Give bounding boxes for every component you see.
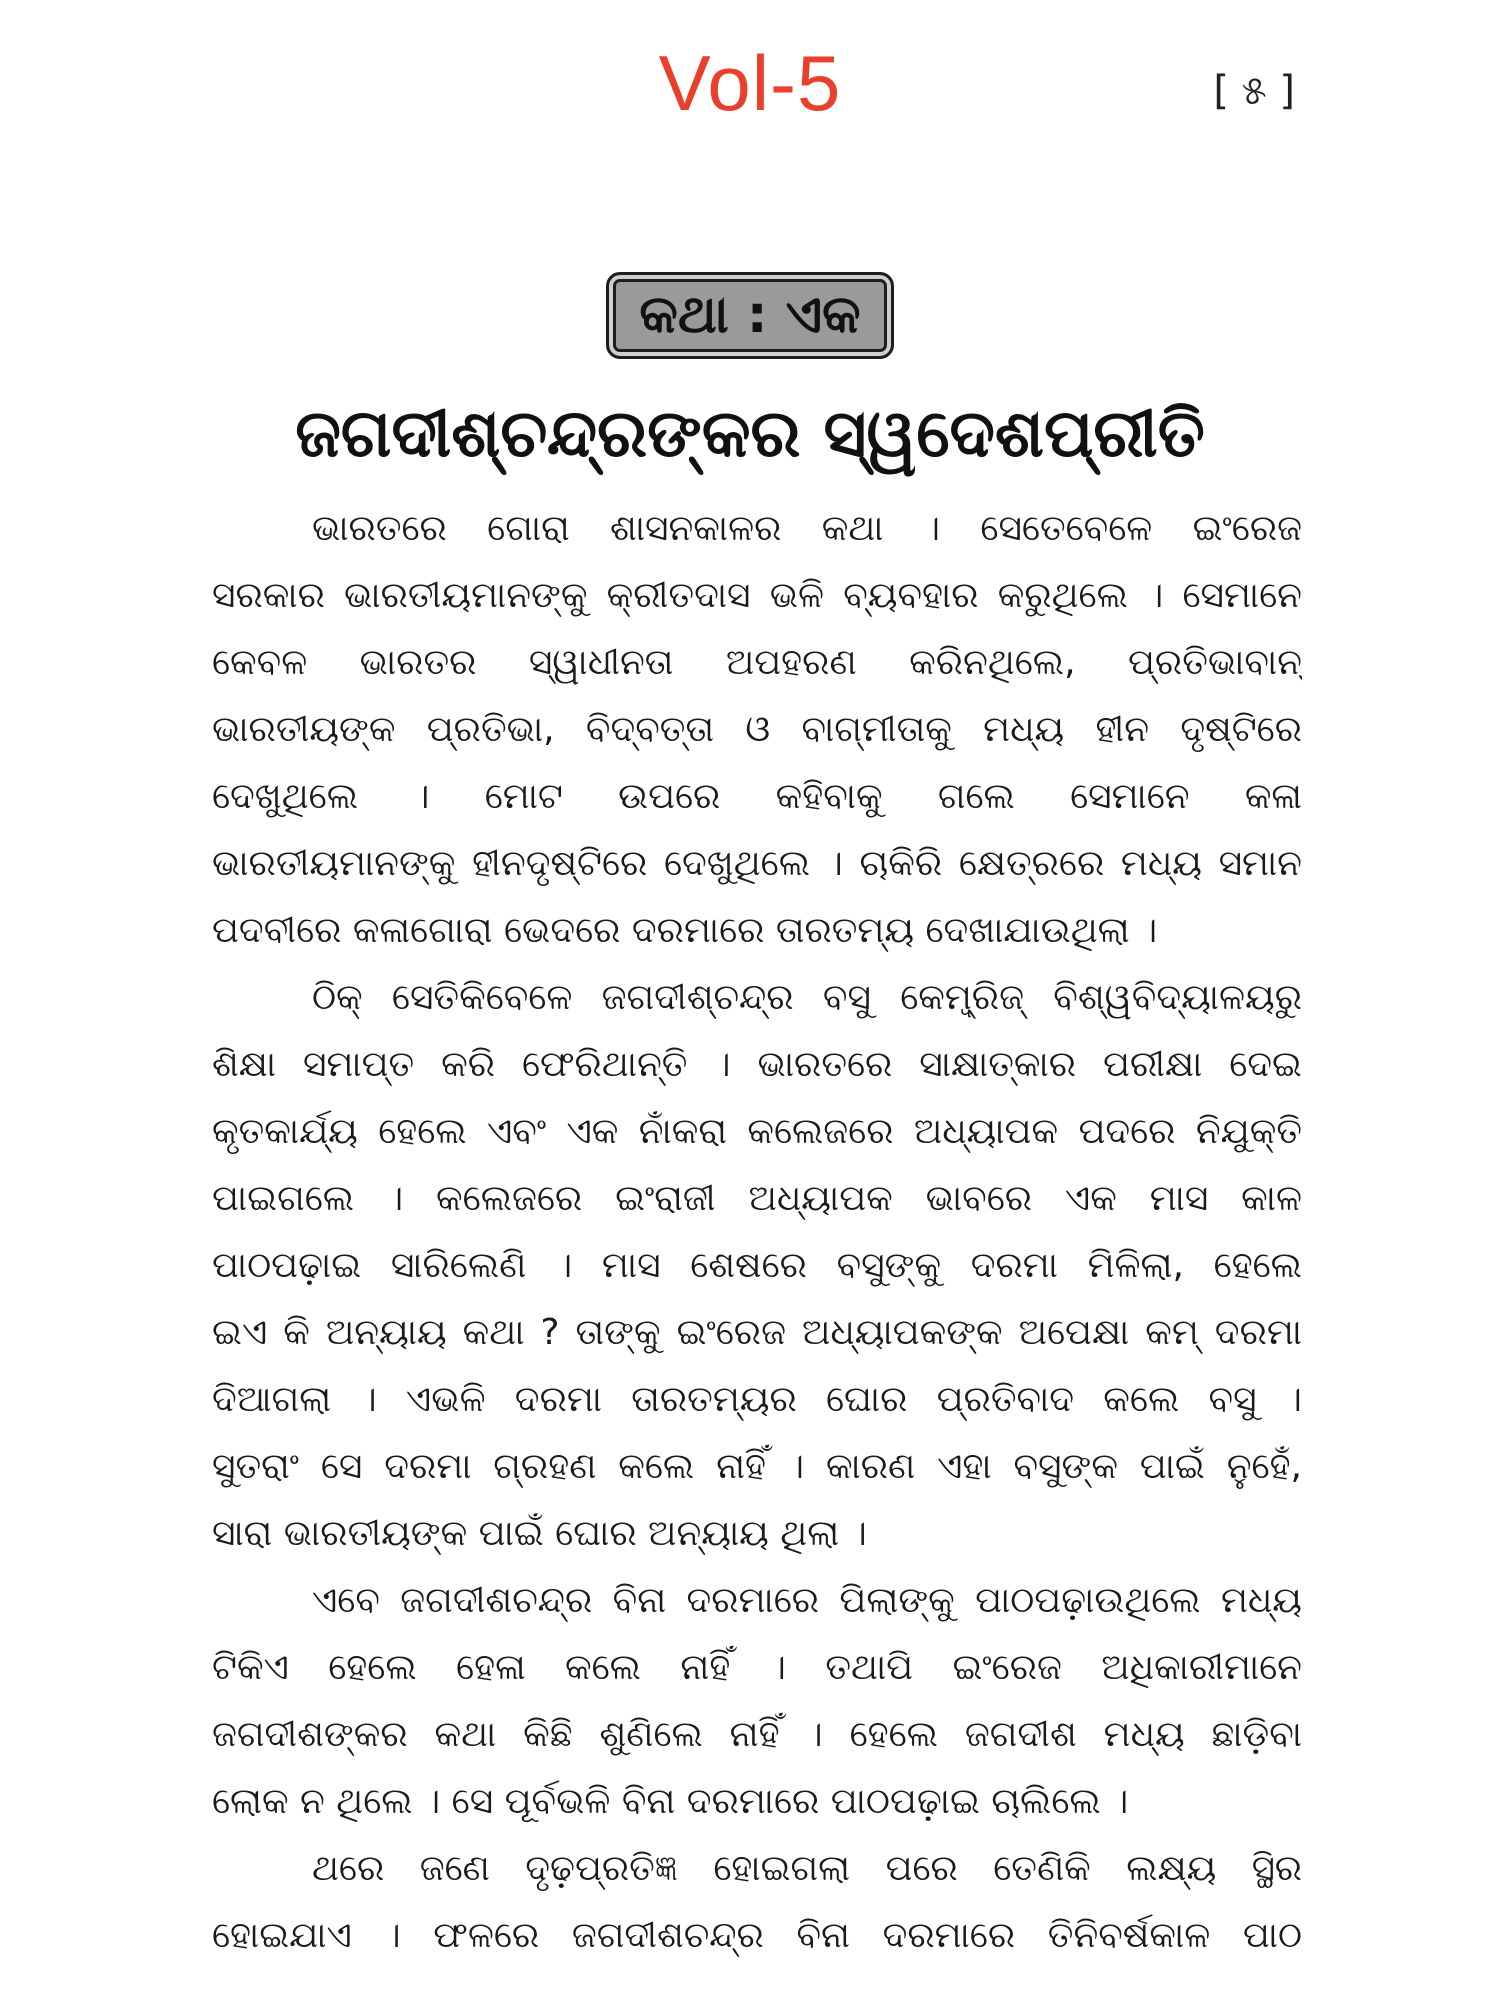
text-line: ସରକାର ଭାରତୀୟମାନଙ୍କୁ କ୍ରୀତଦାସ ଭଳି ବ୍ୟବହାର କରୁଥିଲେ । ସେମାନେ	[212, 575, 1302, 616]
text-line: ଠିକ୍ ସେତିକିବେଳେ ଜଗଦୀଶ୍‌ଚନ୍ଦ୍ର ବସୁ କେମ୍ବ୍ରିଜ୍ ବିଶ୍ୱବିଦ୍ୟାଳୟରୁ	[312, 977, 1302, 1018]
text-line: ଥରେ ଜଣେ ଦୃଢ଼ପ୍ରତିଜ୍ଞ ହୋଇଗଲା ପରେ ତେଣିକି ଲକ୍ଷ୍ୟ ସ୍ଥିର	[312, 1848, 1302, 1889]
text-line: ଦିଆଗଲା । ଏଭଳି ଦରମା ତାରତମ୍ୟର ଘୋର ପ୍ରତିବାଦ କଲେ ବସୁ ।	[212, 1379, 1302, 1420]
text-line: ଦେଖୁଥିଲେ । ମୋଟ ଉପରେ କହିବାକୁ ଗଲେ ସେମାନେ କଳା	[212, 776, 1302, 817]
text-line: ଲୋକ ନ ଥିଲେ । ସେ ପୂର୍ବଭଳି ବିନା ଦରମାରେ ପାଠପଢ଼ାଇ ଚାଲିଲେ ।	[212, 1781, 1129, 1822]
paragraph	[212, 495, 1302, 964]
text-line: କୃତକାର୍ଯ୍ୟ ହେଲେ ଏବଂ ଏକ ନାଁକରା କଲେଜରେ ଅଧ୍ୟାପକ ପଦରେ ନିଯୁକ୍ତି	[212, 1111, 1302, 1152]
text-line: ଭାରତରେ ଗୋରା ଶାସନକାଳର କଥା । ସେତେବେଳେ ଇଂରେଜ	[312, 508, 1302, 549]
volume-label: Vol-5	[658, 39, 842, 127]
page-number: [ ୫ ]	[1213, 68, 1295, 114]
text-line: ହୋଇଯାଏ । ଫଳରେ ଜଗଦୀଶଚନ୍ଦ୍ର ବିନା ଦରମାରେ ତିନିବର୍ଷକାଳ ପାଠ	[212, 1915, 1302, 1956]
text-line: ଶିକ୍ଷା ସମାପ୍ତ କରି ଫେରିଥାନ୍ତି । ଭାରତରେ ସାକ୍ଷାତ୍‌କାର ପରୀକ୍ଷା ଦେଇ	[212, 1044, 1302, 1085]
text-line: ଏବେ ଜଗଦୀଶଚନ୍ଦ୍ର ବିନା ଦରମାରେ ପିଲାଙ୍କୁ ପାଠପଢ଼ାଉଥିଲେ ମଧ୍ୟ	[312, 1580, 1302, 1621]
story-title: ଜଗଦୀଶ୍‌ଚନ୍ଦ୍ରଙ୍କର ସ୍ୱଦେଶପ୍ରୀତି	[295, 395, 1205, 472]
text-line: ଟିକିଏ ହେଲେ ହେଳା କଲେ ନାହିଁ । ତଥାପି ଇଂରେଜ ଅଧିକାରୀମାନେ	[212, 1647, 1302, 1688]
text-line: ପାଠପଢ଼ାଇ ସାରିଲେଣି । ମାସ ଶେଷରେ ବସୁଙ୍କୁ ଦରମା ମିଳିଲା, ହେଲେ	[212, 1245, 1302, 1286]
text-line: ପଦବୀରେ କଳାଗୋରା ଭେଦରେ ଦରମାରେ ତାରତମ୍ୟ ଦେଖାଯାଉଥିଲା ।	[212, 910, 1158, 951]
text-line: ପାଇଗଲେ । କଲେଜରେ ଇଂରାଜୀ ଅଧ୍ୟାପକ ଭାବରେ ଏକ ମାସ କାଳ	[212, 1178, 1302, 1219]
text-line: ଭାରତୀୟଙ୍କ ପ୍ରତିଭା, ବିଦ୍‌ବତ୍ତା ଓ ବାଗ୍ମୀତାକୁ ମଧ୍ୟ ହୀନ ଦୃଷ୍ଟିରେ	[212, 709, 1302, 750]
paragraph	[212, 964, 1302, 1567]
text-line: ସୁତରାଂ ସେ ଦରମା ଗ୍ରହଣ କଲେ ନାହିଁ । କାରଣ ଏହା ବସୁଙ୍କ ପାଇଁ ନୁହେଁ,	[212, 1446, 1302, 1487]
text-line: ଜଗଦୀଶଙ୍କର କଥା କିଛି ଶୁଣିଲେ ନାହିଁ । ହେଲେ ଜଗଦୀଶ ମଧ୍ୟ ଛାଡ଼ିବା	[212, 1714, 1302, 1755]
text-line: ଇଏ କି ଅନ୍ୟାୟ କଥା ? ତାଙ୍କୁ ଇଂରେଜ ଅଧ୍ୟାପକଙ୍କ ଅପେକ୍ଷା କମ୍ ଦରମା	[212, 1312, 1302, 1353]
text-line: ଭାରତୀୟମାନଙ୍କୁ ହୀନଦୃଷ୍ଟିରେ ଦେଖୁଥିଲେ । ଚାକିରି କ୍ଷେତ୍ରରେ ମଧ୍ୟ ସମାନ	[212, 843, 1302, 884]
paragraph	[212, 1567, 1302, 1835]
text-line: ସାରା ଭାରତୀୟଙ୍କ ପାଇଁ ଘୋର ଅନ୍ୟାୟ ଥିଲା ।	[212, 1513, 867, 1554]
paragraph	[212, 1835, 1302, 1969]
story-body	[212, 495, 1302, 1969]
story-badge-wrap	[0, 272, 1500, 359]
text-line: କେବଳ ଭାରତର ସ୍ୱାଧୀନତା ଅପହରଣ କରିନଥିଲେ, ପ୍ରତିଭାବାନ୍	[212, 642, 1302, 683]
story-badge: କଥା : ଏକ	[606, 272, 893, 359]
